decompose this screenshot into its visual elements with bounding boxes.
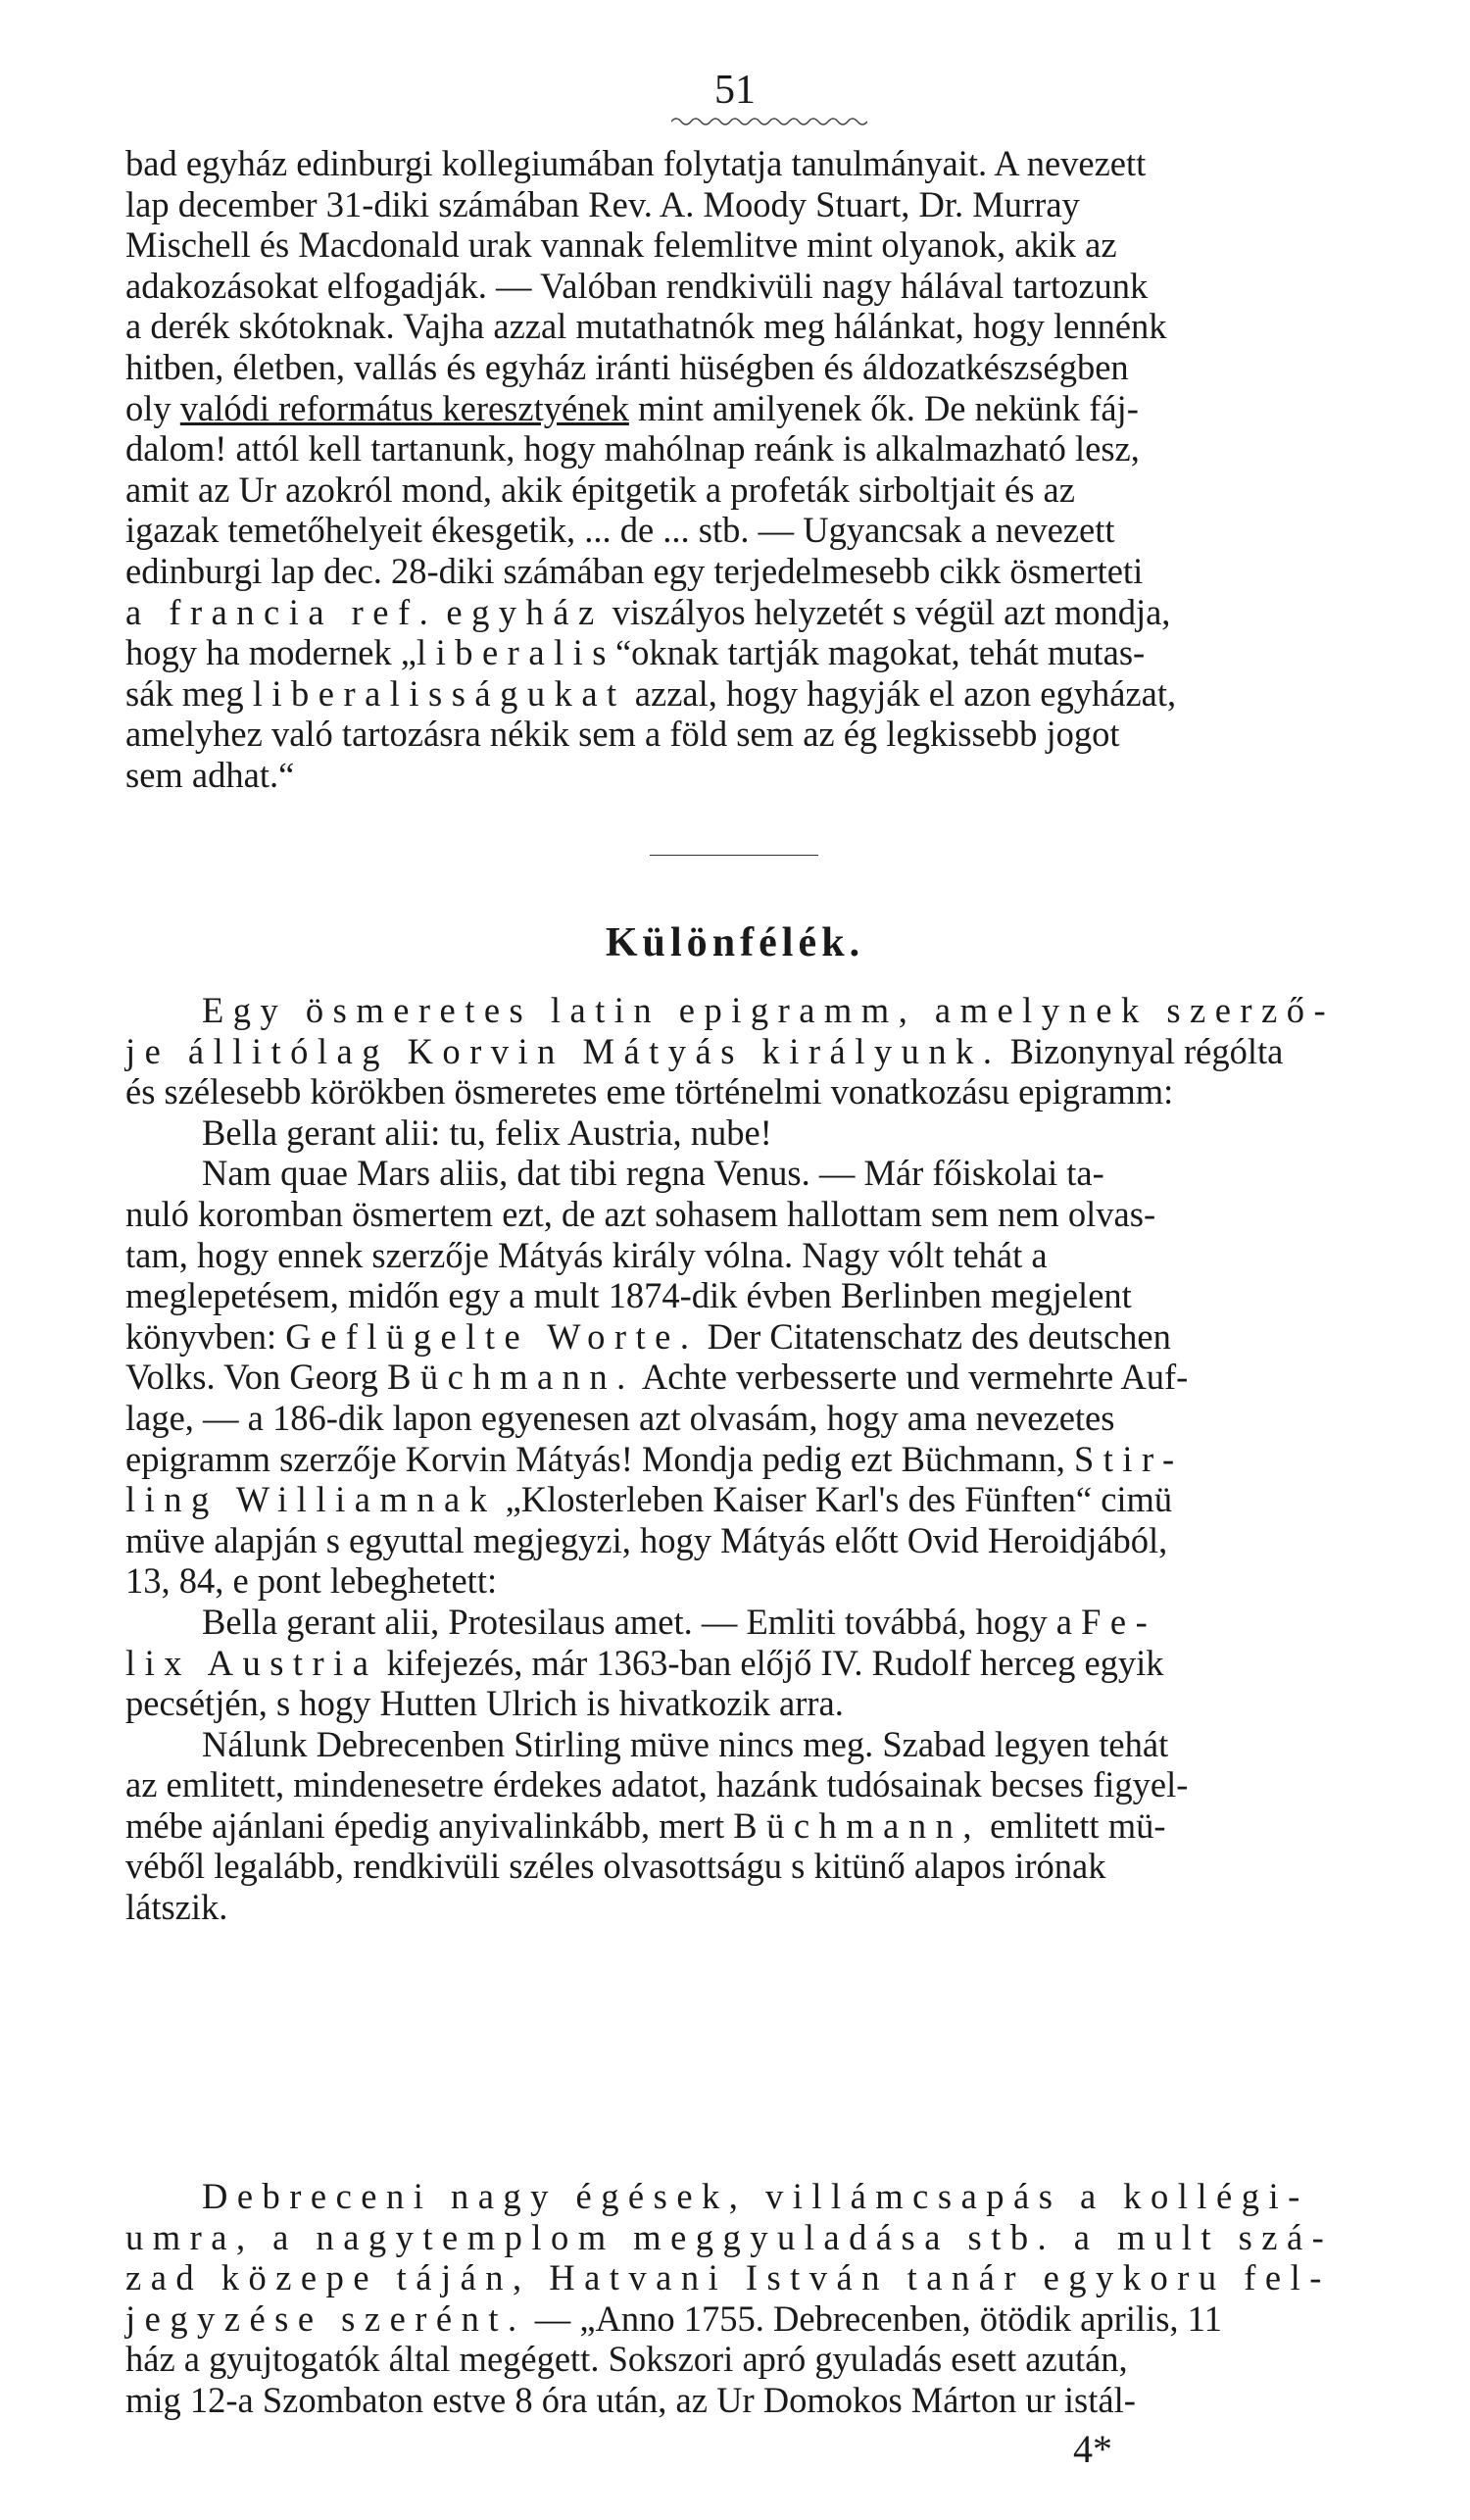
text-run: epigramm szerzője Korvin Mátyás! Mondja pedig ezt Büchmann, (125, 1438, 1065, 1479)
text-line: amelyhez való tartozásra nékik sem a föld sem az ég legkissebb jogot (125, 714, 1120, 755)
text-line: pecsétjén, s hogy Hutten Ulrich is hivatkozik arra. (125, 1683, 844, 1724)
text-line (125, 2298, 1368, 2340)
text-line: látszik. (125, 1887, 228, 1928)
spaced-phrase: Büchmann. (387, 1357, 635, 1398)
text-line: a derék skótoknak. Vajha azzal mutathatnók meg hálánkat, hogy lennénk (125, 306, 1167, 347)
spaced-phrase: a francia ref. (125, 591, 438, 632)
text-line: müve alapján s egyuttal megjegyzi, hogy Mátyás előtt Ovid Heroidjából, (125, 1519, 1168, 1560)
text-run: könyvben: (125, 1315, 277, 1357)
text-line: Nálunk Debrecenben Stirling müve nincs meg. Szabad legyen tehát (202, 1723, 1169, 1764)
text-line (125, 1439, 1368, 1480)
text-line (125, 1643, 1368, 1684)
text-run: hogy ha modernek „ (125, 632, 416, 673)
section-divider (650, 855, 818, 856)
section-heading: Különfélék. (605, 920, 865, 965)
text-line (125, 1316, 1368, 1358)
text-run: Achte verbesserte und vermehrte Auf- (641, 1357, 1189, 1398)
text-line: az emlitett, mindenesetre érdekes adatot, hazánk tudósainak becses figyel- (125, 1764, 1189, 1805)
text-run: Bizonynyal régólta (1009, 1030, 1284, 1071)
paragraph-fires (125, 2176, 1368, 2421)
text-line: nuló koromban ösmertem ezt, de azt sohasem hallottam sem nem olvas- (125, 1193, 1156, 1234)
spaced-phrase: liberalisságukat (252, 672, 626, 714)
text-line: umra, a nagytemplom meggyuladása stb. a mult szá- (125, 2216, 1334, 2257)
spaced-phrase: lix Austria (125, 1642, 378, 1683)
paragraph-epigram (125, 990, 1368, 1928)
paragraph-edinburgh (125, 143, 1368, 796)
verse-line: Bella gerant alii: tu, felix Austria, nube! (202, 1112, 772, 1153)
text-run: — Már főiskolai ta- (818, 1153, 1104, 1194)
text-run: kifejezés, már 1363-ban előjő IV. Rudolf herceg egyik (386, 1642, 1164, 1683)
text-line: és szélesebb körökben ösmeretes eme történelmi vonatkozásu epigramm: (125, 1071, 1174, 1112)
text-line: amit az Ur azokról mond, akik épitgetik a profeták sirboltjait és az (125, 469, 1075, 510)
text-line: adakozásokat elfogadják. — Valóban rendkivüli nagy hálával tartozunk (125, 265, 1149, 306)
text-line (125, 592, 1368, 633)
verse-line (125, 1153, 1368, 1194)
text-run: Der Citatenschatz des deutschen (707, 1315, 1171, 1357)
text-line: Debreceni nagy égések, villámcsapás a kollégi- (202, 2176, 1309, 2216)
text-line: dalom! attól kell tartanunk, hogy mahólnap reánk is alkalmazható lesz, (125, 428, 1140, 469)
text-run: mint amilyenek ők. De nekünk fáj- (638, 387, 1139, 428)
text-line: bad egyház edinburgi kollegiumában folytatja tanulmányait. A nevezett (125, 143, 1147, 183)
text-line (125, 1357, 1368, 1398)
text-run: emlitett mü- (990, 1804, 1166, 1846)
text-line: lage, — a 186-dik lapon egyenesen azt olvasám, hogy ama nevezetes (125, 1397, 1115, 1438)
text-line (125, 388, 1368, 429)
text-line (125, 1805, 1368, 1847)
text-run: azzal, hogy hagyják el azon egyházat, (634, 672, 1177, 714)
spaced-phrase: Büchmann, (733, 1804, 981, 1846)
text-line (125, 1479, 1368, 1520)
text-line: zad közepe táján, Hatvani István tanár egykoru fel- (125, 2257, 1331, 2298)
spaced-phrase: ling Williamnak (125, 1479, 497, 1520)
text-run: — Emliti továbbá, hogy a (701, 1601, 1072, 1642)
spaced-phrase: Stir- (1073, 1438, 1184, 1479)
text-run: Volks. Von Georg (125, 1357, 378, 1398)
text-line: tam, hogy ennek szerzője Mátyás király vólna. Nagy vólt tehát a (125, 1234, 1048, 1275)
underlined-phrase: valódi református keresztyének (179, 387, 629, 428)
text-line: igazak temetőhelyeit ékesgetik, ... de ... stb. — Ugyancsak a nevezett (125, 510, 1115, 551)
ornament-rule (671, 116, 867, 127)
text-run: „Klosterleben Kaiser Karl's des Fünften“ cimü (505, 1479, 1173, 1520)
text-run: mébe ajánlani épedig anyivalinkább, mert (125, 1804, 725, 1846)
spaced-phrase: jegyzése szerént. (125, 2298, 526, 2339)
spaced-phrase: je állitólag Korvin Mátyás királyunk. (125, 1030, 1002, 1071)
text-line: ház a gyujtogatók által megégett. Sokszori apró gyuladás esett azután, (125, 2339, 1128, 2380)
spaced-phrase: liberalis (416, 632, 615, 673)
text-run: Nam quae Mars aliis, dat tibi regna Venus. (202, 1153, 810, 1194)
spaced-phrase: Geflügelte Worte. (285, 1315, 699, 1357)
text-run: “oknak tartják magokat, tehát mutas- (614, 632, 1146, 673)
text-line: véből legalább, rendkivüli széles olvasottságu s kitünő alapos irónak (125, 1846, 1106, 1887)
text-line: hitben, életben, vallás és egyház iránti hüségben és áldozatkészségben (125, 346, 1129, 387)
signature-mark: 4* (1073, 2427, 1112, 2471)
text-run: viszályos helyzetét s végül azt mondja, (612, 591, 1171, 632)
text-line: Egy ösmeretes latin epigramm, amelynek szerző- (202, 990, 1336, 1030)
spaced-phrase: egyház (446, 591, 604, 632)
text-run: sák meg (125, 672, 244, 714)
text-line (125, 1031, 1368, 1072)
text-line: lap december 31-diki számában Rev. A. Moody Stuart, Dr. Murray (125, 183, 1080, 224)
text-run: — „Anno 1755. Debrecenben, ötödik aprilis, 11 (534, 2298, 1222, 2339)
text-line: mig 12-a Szombaton estve 8 óra után, az Ur Domokos Márton ur istál- (125, 2379, 1136, 2420)
text-line: 13, 84, e pont lebeghetett: (125, 1560, 498, 1602)
text-line (125, 673, 1368, 715)
spaced-phrase: Fe- (1081, 1601, 1157, 1642)
text-line: Mischell és Macdonald urak vannak felemlitve mint olyanok, akik az (125, 224, 1117, 266)
text-run: Bella gerant alii, Protesilaus amet. (202, 1601, 693, 1642)
verse-line (125, 1602, 1368, 1643)
text-line: meglepetésem, midőn egy a mult 1874-dik évben Berlinben megjelent (125, 1275, 1132, 1316)
text-line (125, 632, 1368, 673)
text-line: edinburgi lap dec. 28-diki számában egy terjedelmesebb cikk ösmerteti (125, 550, 1144, 591)
page-number: 51 (714, 68, 756, 113)
text-line: sem adhat.“ (125, 754, 295, 795)
text-run: oly (125, 387, 172, 428)
